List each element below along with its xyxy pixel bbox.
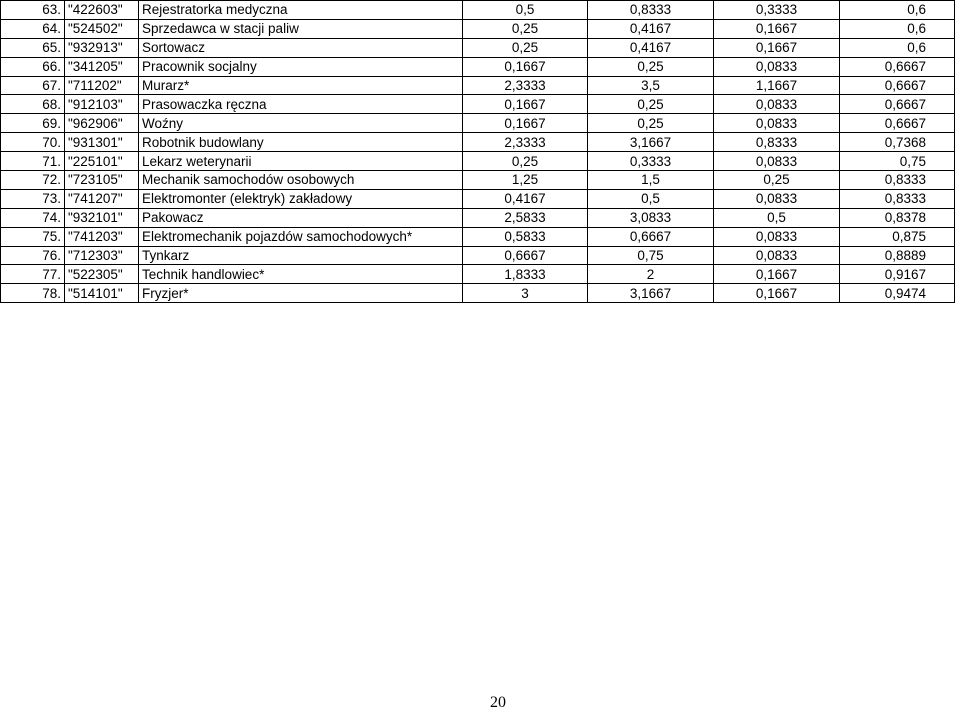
- value-1-cell: 1,25: [463, 171, 588, 190]
- value-2-cell: 3,5: [588, 76, 714, 95]
- row-number-cell: 70.: [1, 133, 65, 152]
- row-number-cell: 77.: [1, 265, 65, 284]
- value-3-cell: 0,0833: [714, 152, 840, 171]
- occupation-code-cell: "514101": [65, 284, 139, 303]
- value-1-cell: 2,5833: [463, 208, 588, 227]
- value-1-cell: 2,3333: [463, 133, 588, 152]
- value-4-cell: 0,9167: [840, 265, 955, 284]
- value-2-cell: 0,25: [588, 57, 714, 76]
- occupation-name-cell: Pakowacz: [139, 208, 463, 227]
- occupation-name-cell: Robotnik budowlany: [139, 133, 463, 152]
- table-row: [1, 208, 955, 227]
- row-number-cell: 75.: [1, 227, 65, 246]
- occupation-code-cell: "931301": [65, 133, 139, 152]
- table-row: [1, 246, 955, 265]
- value-4-cell: 0,6667: [840, 76, 955, 95]
- occupation-name-cell: Rejestratorka medyczna: [139, 1, 463, 20]
- value-2-cell: 0,25: [588, 114, 714, 133]
- table-row: [1, 227, 955, 246]
- row-number-cell: 64.: [1, 19, 65, 38]
- value-1-cell: 0,1667: [463, 57, 588, 76]
- value-4-cell: 0,6667: [840, 57, 955, 76]
- occupation-code-cell: "711202": [65, 76, 139, 95]
- value-3-cell: 0,8333: [714, 133, 840, 152]
- value-3-cell: 0,25: [714, 171, 840, 190]
- value-3-cell: 0,3333: [714, 1, 840, 20]
- value-2-cell: 0,4167: [588, 19, 714, 38]
- value-2-cell: 0,3333: [588, 152, 714, 171]
- occupation-code-cell: "524502": [65, 19, 139, 38]
- table-row: [1, 171, 955, 190]
- table-row: [1, 95, 955, 114]
- value-4-cell: 0,75: [840, 152, 955, 171]
- occupation-code-cell: "741207": [65, 189, 139, 208]
- table-row: [1, 38, 955, 57]
- value-4-cell: 0,6: [840, 19, 955, 38]
- row-number-cell: 73.: [1, 189, 65, 208]
- value-2-cell: 0,5: [588, 189, 714, 208]
- row-number-cell: 65.: [1, 38, 65, 57]
- occupation-code-cell: "522305": [65, 265, 139, 284]
- value-4-cell: 0,6667: [840, 95, 955, 114]
- value-2-cell: 1,5: [588, 171, 714, 190]
- occupation-code-cell: "912103": [65, 95, 139, 114]
- table-row: [1, 189, 955, 208]
- value-1-cell: 2,3333: [463, 76, 588, 95]
- value-3-cell: 0,0833: [714, 227, 840, 246]
- value-3-cell: 0,0833: [714, 189, 840, 208]
- row-number-cell: 69.: [1, 114, 65, 133]
- value-4-cell: 0,8378: [840, 208, 955, 227]
- table-row: [1, 19, 955, 38]
- occupation-name-cell: Elektromonter (elektryk) zakładowy: [139, 189, 463, 208]
- value-3-cell: 0,1667: [714, 265, 840, 284]
- table-body: [1, 1, 955, 303]
- table-row: [1, 133, 955, 152]
- table-row: [1, 114, 955, 133]
- table-row: [1, 1, 955, 20]
- table-row: [1, 152, 955, 171]
- occupation-name-cell: Sortowacz: [139, 38, 463, 57]
- value-2-cell: 3,1667: [588, 284, 714, 303]
- table-row: [1, 76, 955, 95]
- value-2-cell: 0,75: [588, 246, 714, 265]
- value-1-cell: 3: [463, 284, 588, 303]
- value-1-cell: 0,5: [463, 1, 588, 20]
- value-3-cell: 0,1667: [714, 19, 840, 38]
- table-row: [1, 57, 955, 76]
- row-number-cell: 63.: [1, 1, 65, 20]
- value-3-cell: 0,1667: [714, 38, 840, 57]
- occupation-code-cell: "932913": [65, 38, 139, 57]
- value-2-cell: 3,1667: [588, 133, 714, 152]
- value-3-cell: 0,0833: [714, 246, 840, 265]
- value-4-cell: 0,9474: [840, 284, 955, 303]
- occupation-name-cell: Pracownik socjalny: [139, 57, 463, 76]
- occupation-name-cell: Technik handlowiec*: [139, 265, 463, 284]
- value-1-cell: 0,4167: [463, 189, 588, 208]
- occupation-name-cell: Elektromechanik pojazdów samochodowych*: [139, 227, 463, 246]
- row-number-cell: 68.: [1, 95, 65, 114]
- row-number-cell: 66.: [1, 57, 65, 76]
- value-2-cell: 3,0833: [588, 208, 714, 227]
- value-1-cell: 0,6667: [463, 246, 588, 265]
- occupation-name-cell: Woźny: [139, 114, 463, 133]
- row-number-cell: 74.: [1, 208, 65, 227]
- value-2-cell: 2: [588, 265, 714, 284]
- value-2-cell: 0,25: [588, 95, 714, 114]
- occupation-name-cell: Mechanik samochodów osobowych: [139, 171, 463, 190]
- occupation-name-cell: Murarz*: [139, 76, 463, 95]
- row-number-cell: 76.: [1, 246, 65, 265]
- row-number-cell: 71.: [1, 152, 65, 171]
- occupation-name-cell: Lekarz weterynarii: [139, 152, 463, 171]
- value-4-cell: 0,8889: [840, 246, 955, 265]
- occupation-code-cell: "341205": [65, 57, 139, 76]
- value-3-cell: 0,5: [714, 208, 840, 227]
- value-4-cell: 0,8333: [840, 171, 955, 190]
- value-1-cell: 0,1667: [463, 114, 588, 133]
- value-2-cell: 0,6667: [588, 227, 714, 246]
- value-1-cell: 0,5833: [463, 227, 588, 246]
- occupation-code-cell: "225101": [65, 152, 139, 171]
- value-1-cell: 1,8333: [463, 265, 588, 284]
- value-1-cell: 0,25: [463, 38, 588, 57]
- value-4-cell: 0,875: [840, 227, 955, 246]
- value-3-cell: 0,0833: [714, 57, 840, 76]
- value-1-cell: 0,25: [463, 152, 588, 171]
- table-row: [1, 265, 955, 284]
- value-2-cell: 0,4167: [588, 38, 714, 57]
- row-number-cell: 78.: [1, 284, 65, 303]
- occupation-code-cell: "712303": [65, 246, 139, 265]
- occupation-name-cell: Fryzjer*: [139, 284, 463, 303]
- occupation-code-cell: "723105": [65, 171, 139, 190]
- row-number-cell: 67.: [1, 76, 65, 95]
- occupation-name-cell: Prasowaczka ręczna: [139, 95, 463, 114]
- value-3-cell: 0,1667: [714, 284, 840, 303]
- value-3-cell: 0,0833: [714, 114, 840, 133]
- value-3-cell: 1,1667: [714, 76, 840, 95]
- page-number: 20: [490, 694, 506, 711]
- occupation-code-cell: "932101": [65, 208, 139, 227]
- value-4-cell: 0,6667: [840, 114, 955, 133]
- occupation-name-cell: Tynkarz: [139, 246, 463, 265]
- value-4-cell: 0,7368: [840, 133, 955, 152]
- occupations-table: [0, 0, 955, 303]
- value-1-cell: 0,25: [463, 19, 588, 38]
- value-2-cell: 0,8333: [588, 1, 714, 20]
- table-row: [1, 284, 955, 303]
- occupation-code-cell: "741203": [65, 227, 139, 246]
- occupation-name-cell: Sprzedawca w stacji paliw: [139, 19, 463, 38]
- value-1-cell: 0,1667: [463, 95, 588, 114]
- value-3-cell: 0,0833: [714, 95, 840, 114]
- occupation-code-cell: "422603": [65, 1, 139, 20]
- occupation-code-cell: "962906": [65, 114, 139, 133]
- value-4-cell: 0,8333: [840, 189, 955, 208]
- row-number-cell: 72.: [1, 171, 65, 190]
- value-4-cell: 0,6: [840, 1, 955, 20]
- value-4-cell: 0,6: [840, 38, 955, 57]
